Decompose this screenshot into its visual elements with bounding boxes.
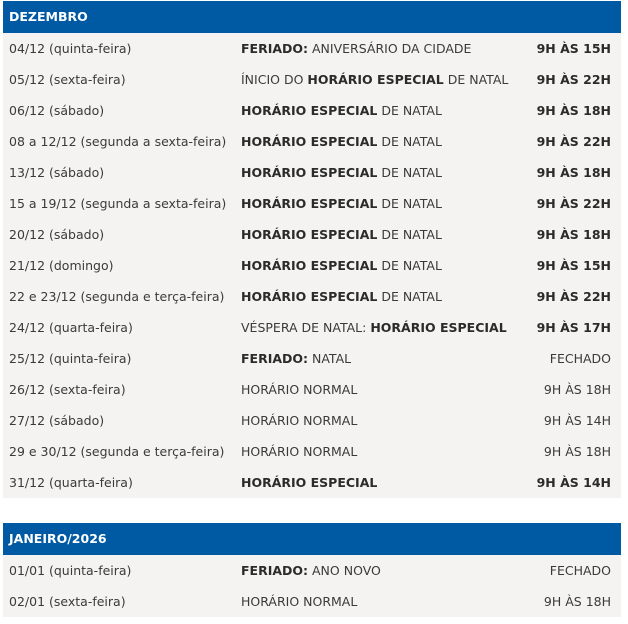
- schedule-row: [3, 126, 621, 157]
- description-cell: [241, 188, 442, 219]
- description-cell: [241, 126, 442, 157]
- hours-cell: 9H ÀS 18H: [543, 594, 611, 609]
- description-cell: [241, 555, 381, 586]
- schedule-row: [3, 219, 621, 250]
- description-text: HORÁRIO NORMAL: [241, 382, 358, 397]
- description-cell: [241, 281, 442, 312]
- description-cell: [241, 64, 508, 95]
- description-text: HORÁRIO NORMAL: [241, 413, 358, 428]
- hours-cell: 9H ÀS 18H: [536, 165, 611, 180]
- schedule-row: [3, 157, 621, 188]
- hours-cell: 9H ÀS 22H: [536, 196, 611, 211]
- section-header: DEZEMBRO: [3, 1, 621, 33]
- date-cell: 25/12 (quinta-feira): [9, 351, 132, 366]
- description-text: HORÁRIO NORMAL: [241, 594, 358, 609]
- description-text: DE NATAL: [377, 289, 442, 304]
- description-bold-text: HORÁRIO ESPECIAL: [370, 320, 507, 335]
- description-cell: [241, 95, 442, 126]
- schedule-row: [3, 250, 621, 281]
- date-cell: 20/12 (sábado): [9, 227, 105, 242]
- schedule-row: [3, 586, 621, 617]
- schedule-row: [3, 281, 621, 312]
- description-bold-text: FERIADO:: [241, 41, 309, 56]
- hours-cell: 9H ÀS 14H: [543, 413, 611, 428]
- description-cell: [241, 436, 357, 467]
- description-bold-text: FERIADO:: [241, 351, 309, 366]
- schedule-row: [3, 312, 621, 343]
- date-cell: 29 e 30/12 (segunda e terça-feira): [9, 444, 225, 459]
- description-text: DE NATAL: [443, 72, 509, 87]
- description-bold-text: HORÁRIO ESPECIAL: [241, 258, 378, 273]
- schedule-row: [3, 405, 621, 436]
- description-bold-text: HORÁRIO ESPECIAL: [241, 165, 378, 180]
- schedule-row: [3, 555, 621, 586]
- date-cell: 24/12 (quarta-feira): [9, 320, 133, 335]
- description-cell: [241, 374, 357, 405]
- section-header: JANEIRO/2026: [3, 523, 621, 555]
- date-cell: 21/12 (domingo): [9, 258, 114, 273]
- description-bold-text: HORÁRIO ESPECIAL: [241, 103, 378, 118]
- date-cell: 26/12 (sexta-feira): [9, 382, 126, 397]
- schedule-row: [3, 188, 621, 219]
- date-cell: 02/01 (sexta-feira): [9, 594, 126, 609]
- description-cell: [241, 219, 442, 250]
- hours-cell: 9H ÀS 18H: [543, 382, 611, 397]
- description-text: DE NATAL: [377, 258, 442, 273]
- schedule-row: [3, 436, 621, 467]
- date-cell: 22 e 23/12 (segunda e terça-feira): [9, 289, 225, 304]
- december-table: [3, 1, 621, 498]
- description-cell: [241, 467, 377, 498]
- description-text: DE NATAL: [377, 103, 442, 118]
- description-text: ANO NOVO: [308, 563, 381, 578]
- description-bold-text: HORÁRIO ESPECIAL: [241, 289, 378, 304]
- description-bold-text: HORÁRIO ESPECIAL: [307, 72, 444, 87]
- description-bold-text: HORÁRIO ESPECIAL: [241, 134, 378, 149]
- description-text: DE NATAL: [377, 196, 442, 211]
- hours-cell: 9H ÀS 17H: [536, 320, 611, 335]
- description-cell: [241, 405, 357, 436]
- hours-cell: FECHADO: [549, 351, 611, 366]
- hours-cell: 9H ÀS 15H: [536, 41, 611, 56]
- hours-cell: 9H ÀS 14H: [536, 475, 611, 490]
- description-cell: [241, 343, 351, 374]
- schedule-row: [3, 95, 621, 126]
- hours-cell: 9H ÀS 22H: [536, 72, 611, 87]
- hours-cell: 9H ÀS 22H: [536, 134, 611, 149]
- schedule-row: [3, 374, 621, 405]
- description-text: HORÁRIO NORMAL: [241, 444, 358, 459]
- description-text: ANIVERSÁRIO DA CIDADE: [308, 41, 472, 56]
- description-bold-text: FERIADO:: [241, 563, 309, 578]
- description-text: ÍNICIO DO: [241, 72, 308, 87]
- january-rows: [3, 555, 621, 617]
- date-cell: 05/12 (sexta-feira): [9, 72, 126, 87]
- schedule-row: [3, 343, 621, 374]
- schedule-row: [3, 64, 621, 95]
- hours-cell: 9H ÀS 18H: [536, 227, 611, 242]
- description-bold-text: HORÁRIO ESPECIAL: [241, 475, 378, 490]
- description-text: VÉSPERA DE NATAL:: [241, 320, 371, 335]
- description-text: NATAL: [308, 351, 352, 366]
- hours-cell: 9H ÀS 15H: [536, 258, 611, 273]
- description-text: DE NATAL: [377, 134, 442, 149]
- date-cell: 13/12 (sábado): [9, 165, 105, 180]
- description-cell: [241, 250, 442, 281]
- description-text: DE NATAL: [377, 165, 442, 180]
- schedule-row: [3, 467, 621, 498]
- description-bold-text: HORÁRIO ESPECIAL: [241, 196, 378, 211]
- hours-cell: 9H ÀS 22H: [536, 289, 611, 304]
- description-cell: [241, 157, 442, 188]
- december-rows: [3, 33, 621, 498]
- date-cell: 27/12 (sábado): [9, 413, 105, 428]
- description-cell: [241, 312, 507, 343]
- date-cell: 01/01 (quinta-feira): [9, 563, 132, 578]
- hours-cell: FECHADO: [549, 563, 611, 578]
- date-cell: 31/12 (quarta-feira): [9, 475, 133, 490]
- description-text: DE NATAL: [377, 227, 442, 242]
- date-cell: 15 a 19/12 (segunda a sexta-feira): [9, 196, 227, 211]
- description-cell: [241, 586, 357, 617]
- hours-cell: 9H ÀS 18H: [536, 103, 611, 118]
- schedule-row: [3, 33, 621, 64]
- date-cell: 08 a 12/12 (segunda a sexta-feira): [9, 134, 227, 149]
- description-bold-text: HORÁRIO ESPECIAL: [241, 227, 378, 242]
- date-cell: 04/12 (quinta-feira): [9, 41, 132, 56]
- hours-cell: 9H ÀS 18H: [543, 444, 611, 459]
- description-cell: [241, 33, 471, 64]
- date-cell: 06/12 (sábado): [9, 103, 105, 118]
- january-table: [3, 523, 621, 617]
